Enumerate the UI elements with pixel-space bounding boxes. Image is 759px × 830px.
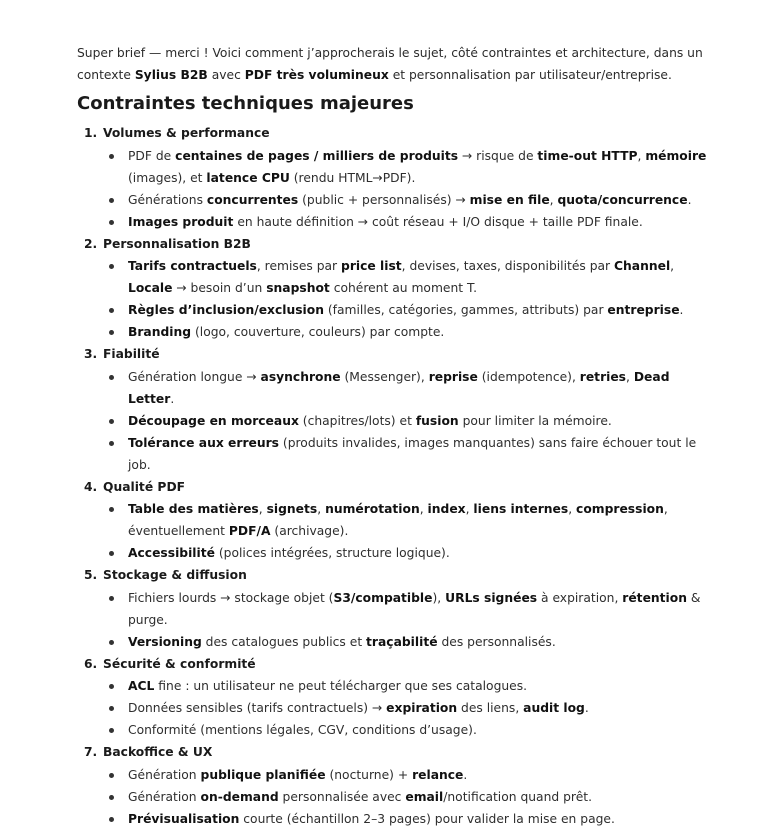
text: fine : un utilisateur ne peut télécharger que ses catalogues.	[154, 679, 528, 693]
text: Génération	[128, 767, 201, 782]
list-item	[77, 366, 717, 410]
bold-text: signets	[266, 502, 318, 516]
bold-text: centaines de pages / milliers de produits	[175, 148, 459, 163]
text: (idempotence),	[477, 369, 580, 384]
text: (polices intégrées, structure logique).	[214, 546, 450, 560]
bold-text: Versioning	[128, 634, 202, 649]
bullet-icon	[109, 551, 114, 556]
section-heading: Contraintes techniques majeures	[77, 93, 414, 114]
bold-text: retries	[579, 369, 627, 384]
text: (produits invalides, images manquantes) sans faire échouer tout le job.	[128, 435, 697, 472]
text: (familles, catégories, gammes, attributs) par	[323, 303, 608, 317]
bold-text: Table des matières	[128, 502, 259, 516]
section-title-text: Personnalisation B2B	[103, 236, 251, 251]
bold-text: numérotation	[325, 502, 420, 516]
bullet-icon	[109, 795, 114, 800]
text: , remises par	[256, 259, 342, 273]
text: Données sensibles (tarifs contractuels) →	[128, 701, 387, 715]
list-section-title	[77, 343, 717, 366]
bold-text: on-demand	[200, 789, 279, 804]
bullet-icon	[109, 330, 114, 335]
text: (public + personnalisés) →	[298, 192, 470, 207]
bold-text: Locale	[128, 281, 173, 295]
text: à expiration,	[537, 590, 623, 605]
section-title-text: Backoffice & UX	[103, 745, 213, 759]
bold-text: publique planifiée	[200, 767, 326, 782]
list-item	[77, 808, 717, 830]
text: .	[679, 303, 684, 317]
bold-text: Images produit	[128, 214, 234, 229]
list-section	[77, 741, 717, 830]
text: Génération	[128, 789, 201, 804]
bold-text: compression	[576, 502, 664, 516]
list-section	[77, 122, 717, 233]
bold-text: rétention	[622, 590, 687, 605]
bold-text: Branding	[128, 325, 192, 339]
text: ,	[637, 148, 646, 163]
list-section	[77, 343, 717, 476]
bullet-icon	[109, 507, 114, 512]
bold-text: PDF/A	[228, 524, 271, 538]
text: cohérent au moment T.	[329, 281, 477, 295]
list-item	[77, 410, 717, 432]
text: Génération longue →	[128, 369, 261, 384]
list-section-title	[77, 476, 717, 499]
text: Conformité (mentions légales, CGV, conditions d’usage).	[128, 723, 477, 737]
bold-text: snapshot	[266, 281, 330, 295]
text: ,	[317, 502, 326, 516]
bold-text: price list	[341, 259, 402, 273]
text: , éventuellement	[128, 502, 668, 538]
bullet-icon	[109, 154, 114, 159]
bold-text: ACL	[128, 679, 155, 693]
text: ,	[419, 502, 428, 516]
text: PDF de	[128, 148, 176, 163]
list-section	[77, 476, 717, 565]
list-section	[77, 653, 717, 742]
bold-text: entreprise	[607, 303, 680, 317]
list-section-title	[77, 122, 717, 145]
bold-text: mise en file	[469, 192, 550, 207]
list-item	[77, 145, 717, 189]
bold-text: latence CPU	[206, 170, 290, 185]
text: .	[687, 192, 692, 207]
bold-text: expiration	[386, 701, 458, 715]
bold-text: Prévisualisation	[128, 811, 240, 826]
list-item	[77, 587, 717, 631]
bold-text: index	[427, 502, 466, 516]
text: en haute définition → coût réseau + I/O disque + taille PDF finale.	[233, 214, 643, 229]
text: /notification quand prêt.	[443, 789, 592, 804]
text: ,	[568, 502, 577, 516]
bold-text: S3/compatible	[333, 590, 433, 605]
text: ,	[670, 259, 675, 273]
bullet-icon	[109, 220, 114, 225]
text: (logo, couverture, couleurs) par compte.	[191, 325, 445, 339]
text: .	[463, 767, 468, 782]
list-item	[77, 299, 717, 321]
bold-text: liens internes	[473, 502, 569, 516]
list-section	[77, 233, 717, 344]
text: .	[584, 701, 589, 715]
list-section-title	[77, 653, 717, 676]
list-item	[77, 675, 717, 697]
text: (rendu HTML→PDF).	[289, 170, 416, 185]
bullet-icon	[109, 773, 114, 778]
bold-text: Dead Letter	[128, 369, 670, 406]
text: Super brief — merci ! Voici comment j’approcherais le sujet, côté contraintes et architecture, dans un contexte	[77, 46, 703, 82]
document-body	[77, 42, 717, 830]
bold-text: PDF très volumineux	[244, 68, 389, 82]
list-number: 4.	[84, 479, 98, 494]
text: et personnalisation par utilisateur/entreprise.	[388, 68, 672, 82]
bullet-icon	[109, 308, 114, 313]
bullet-icon	[109, 375, 114, 380]
text: personnalisée avec	[278, 789, 406, 804]
list-item	[77, 542, 717, 564]
bold-text: Tarifs contractuels	[128, 259, 257, 273]
list-item	[77, 697, 717, 719]
list-item	[77, 432, 717, 476]
text: (Messenger),	[340, 369, 429, 384]
bullet-icon	[109, 728, 114, 733]
text: (images), et	[128, 170, 207, 185]
bold-text: concurrentes	[206, 192, 299, 207]
bold-text: Règles d’inclusion/exclusion	[128, 303, 324, 317]
numbered-list	[77, 122, 717, 830]
section-title-text: Fiabilité	[103, 347, 160, 361]
list-item	[77, 189, 717, 211]
bold-text: audit log	[523, 701, 585, 715]
list-section-title	[77, 564, 717, 587]
text: (chapitres/lots) et	[298, 413, 416, 428]
bold-text: quota/concurrence	[557, 192, 688, 207]
list-item	[77, 321, 717, 343]
list-section-title	[77, 233, 717, 256]
bold-text: Sylius B2B	[134, 68, 208, 82]
list-item	[77, 719, 717, 741]
text: ,	[626, 369, 634, 384]
text: des catalogues publics et	[201, 634, 367, 649]
section-title-text: Volumes & performance	[103, 126, 270, 140]
text: Fichiers lourds → stockage objet (	[128, 590, 334, 605]
text: pour limiter la mémoire.	[458, 413, 612, 428]
bullet-icon	[109, 596, 114, 601]
bold-text: Tolérance aux erreurs	[128, 435, 279, 450]
bold-text: mémoire	[645, 148, 707, 163]
text: & purge.	[128, 590, 701, 627]
list-number: 1.	[84, 126, 98, 140]
text: → besoin d’un	[172, 281, 267, 295]
list-item	[77, 498, 717, 542]
bold-text: email	[405, 789, 444, 804]
bold-text: fusion	[415, 413, 459, 428]
text: (archivage).	[270, 524, 349, 538]
bold-text: reprise	[428, 369, 478, 384]
bullet-icon	[109, 419, 114, 424]
text: ),	[432, 590, 446, 605]
list-number: 5.	[84, 568, 98, 582]
list-section-title	[77, 741, 717, 764]
text: ,	[549, 192, 558, 207]
bullet-icon	[109, 264, 114, 269]
text: ,	[258, 502, 267, 516]
text: ,	[465, 502, 474, 516]
text: Générations	[128, 192, 207, 207]
bullet-icon	[109, 706, 114, 711]
bold-text: traçabilité	[366, 634, 438, 649]
bold-text: Channel	[614, 259, 671, 273]
list-item	[77, 764, 717, 786]
list-item	[77, 211, 717, 233]
text: , devises, taxes, disponibilités par	[401, 259, 615, 273]
text: avec	[207, 68, 245, 82]
bullet-icon	[109, 817, 114, 822]
text: .	[170, 391, 175, 406]
list-number: 7.	[84, 745, 98, 759]
bold-text: URLs signées	[445, 590, 538, 605]
bold-text: Accessibilité	[128, 546, 215, 560]
list-number: 2.	[84, 236, 98, 251]
intro-paragraph	[77, 42, 717, 86]
bullet-icon	[109, 640, 114, 645]
text: courte (échantillon 2–3 pages) pour valider la mise en page.	[239, 811, 615, 826]
list-item	[77, 631, 717, 653]
list-section	[77, 564, 717, 653]
list-number: 3.	[84, 347, 98, 361]
list-number: 6.	[84, 656, 98, 671]
bullet-icon	[109, 198, 114, 203]
text: → risque de	[458, 148, 538, 163]
section-title-text: Qualité PDF	[103, 479, 186, 494]
section-title-text: Sécurité & conformité	[103, 656, 256, 671]
bold-text: asynchrone	[260, 369, 341, 384]
bold-text: Découpage en morceaux	[128, 413, 299, 428]
bullet-icon	[109, 441, 114, 446]
section-title-text: Stockage & diffusion	[103, 568, 247, 582]
bold-text: relance	[412, 767, 464, 782]
text: (nocturne) +	[325, 767, 413, 782]
bold-text: time-out HTTP	[537, 148, 638, 163]
text: des liens,	[457, 701, 524, 715]
list-item	[77, 255, 717, 299]
text: des personnalisés.	[437, 634, 556, 649]
list-item	[77, 786, 717, 808]
bullet-icon	[109, 684, 114, 689]
